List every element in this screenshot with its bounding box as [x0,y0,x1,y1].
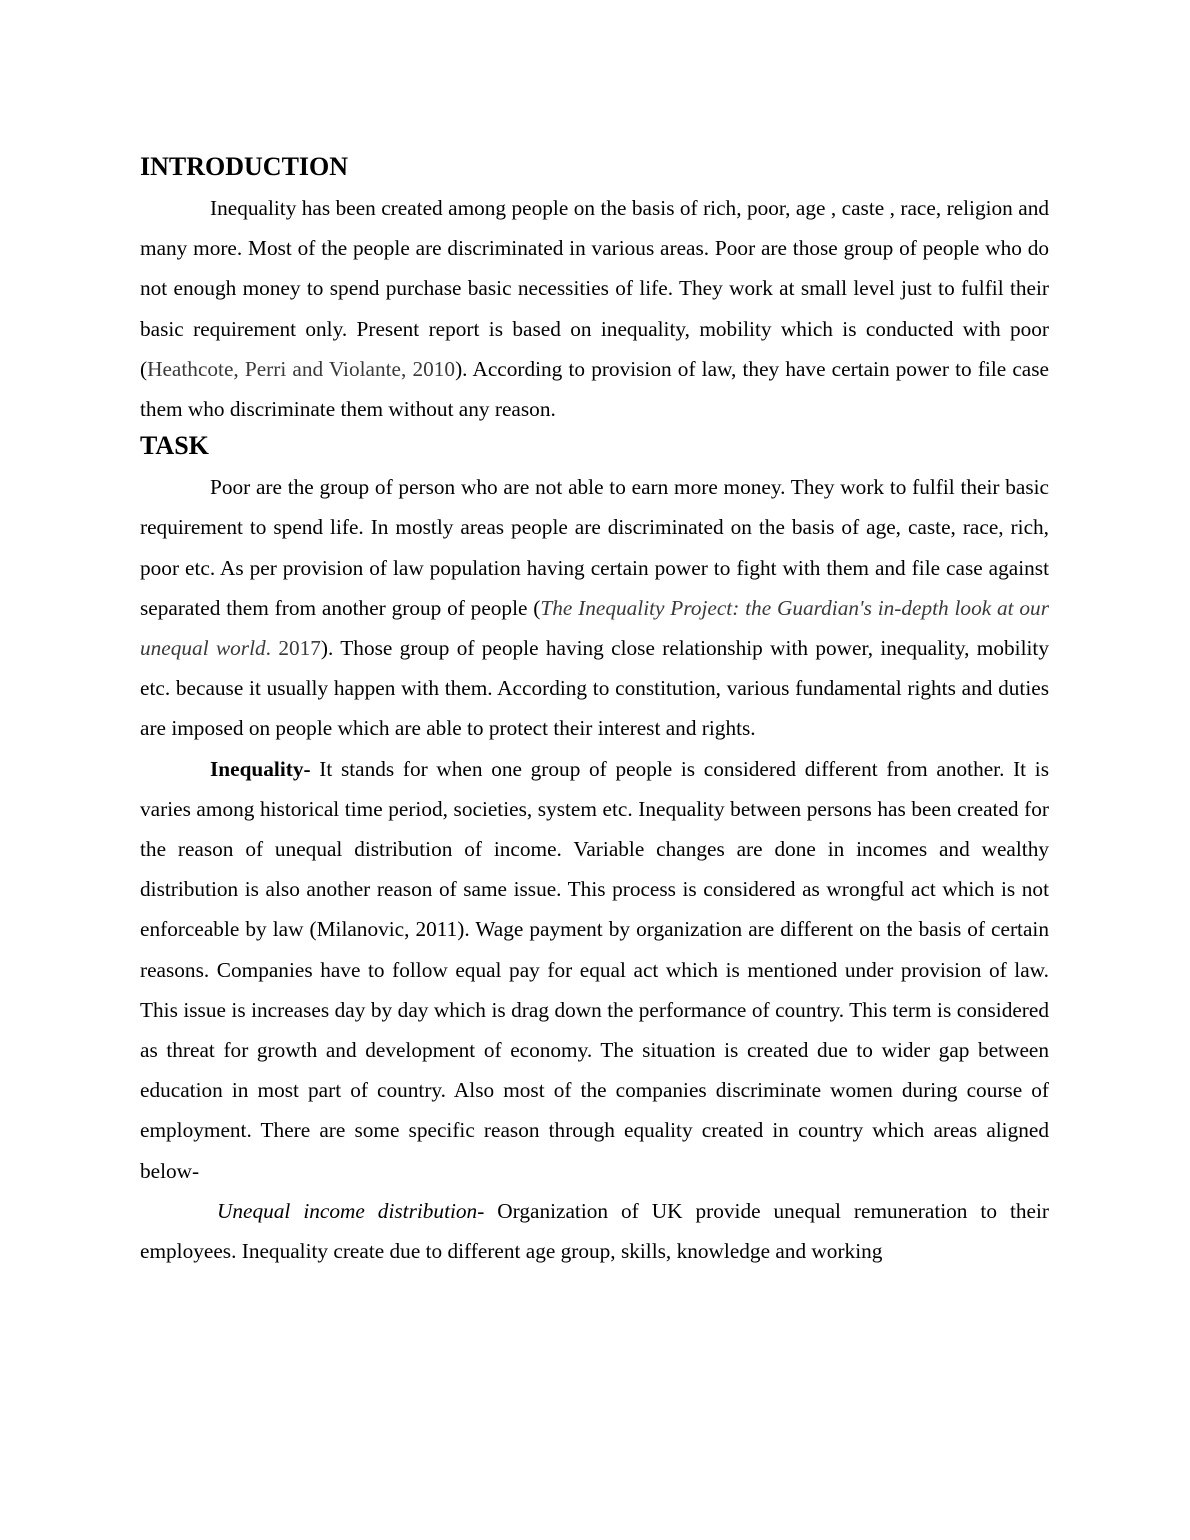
task-heading: TASK [140,431,209,461]
unequal-income-text: Organization of UK provide unequal remuneration to their employees. Inequality create due to different age group, skills, knowledge and working [140,1198,1049,1264]
task-p1-text: Poor are the group of person who are not able to earn more money. They work to fulfil their basic requirement to spend life. In mostly areas people are discriminated on the basis of age, caste, race, rich, poor etc. As per provision of law population having certain power to fight with them and file case against separated them from another group of people ( [140,475,1049,620]
document-page [140,150,1049,1271]
inequality-definition: It stands for when one group of people is considered different from another. It is varies among historical time period, societies, system etc. Inequality between persons has been created for the reason of unequal distribution of income. Variable changes are done in incomes and wealthy distribution is also another reason of same issue. This process is considered as wrongful act which is not enforceable by law (Milanovic, 2011). Wage payment by organization are different on the basis of certain reasons. Companies have to follow equal pay for equal act which is mentioned under provision of law. This issue is increases day by day which is drag down the performance of country. This term is considered as threat for growth and development of economy. The situation is created due to wider gap between education in most part of country. Also most of the companies discriminate women during course of employment. There are some specific reason through equality created in country which areas aligned below- [140,756,1049,1183]
task-p1-citation-year: . 2017 [265,636,321,661]
inequality-term: Inequality- [210,756,311,781]
task-paragraph-3 [140,1191,1049,1271]
introduction-heading: INTRODUCTION [140,152,349,181]
task-p1-citation-title: The Inequality Project: the Guardian's in-depth look at our unequal world [140,595,1049,661]
task-paragraph-1 [140,467,1049,748]
intro-text: Inequality has been created among people on the basis of rich, poor, age , caste , race, religion and many more. Most of the people are discriminated in various areas. Poor are those group of people who do not enough money to spend purchase basic necessities of life. They work at small level just to fulfil their basic requirement only. Present report is based on inequality, mobility which is conducted with poor ( [140,196,1049,381]
intro-text-end: ). According to provision of law, they have certain power to file case them who discriminate them without any reason. [140,356,1049,422]
unequal-income-term: Unequal income distribution- [217,1198,485,1223]
intro-citation: Heathcote, Perri and Violante, 2010 [147,356,456,381]
introduction-paragraph [140,188,1049,429]
task-p1-text-end: ). Those group of people having close relationship with power, inequality, mobility etc. because it usually happen with them. According to constitution, various fundamental rights and duties are imposed on people which are able to protect their interest and rights. [140,636,1049,741]
task-paragraph-2 [140,749,1049,1191]
